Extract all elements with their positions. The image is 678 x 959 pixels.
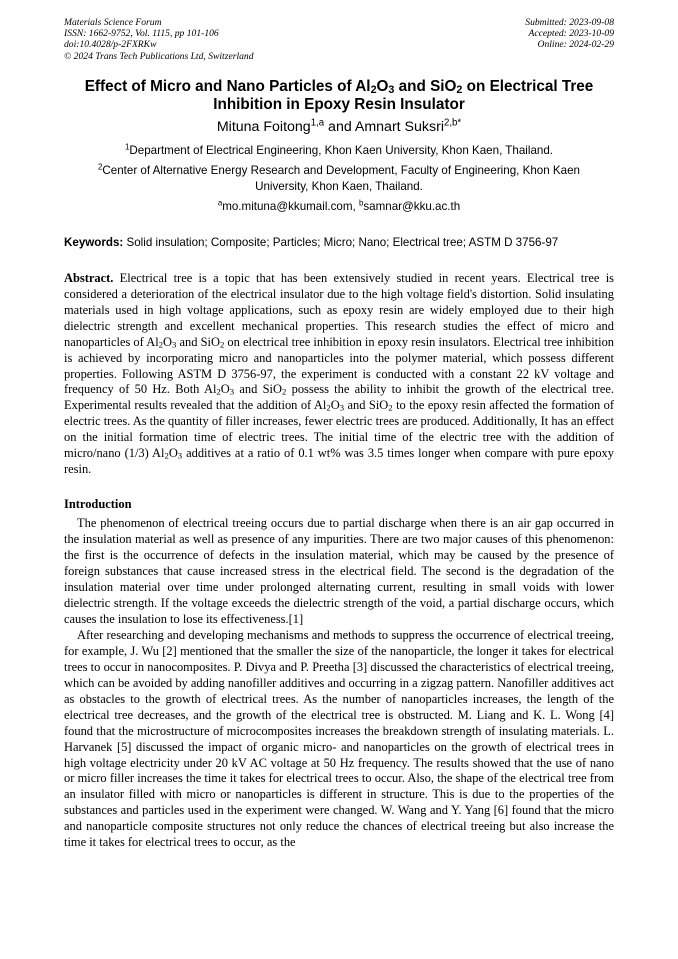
journal-info — [64, 17, 254, 62]
journal-issn: ISSN: 1662-9752, Vol. 1115, pp 101-106 — [64, 28, 219, 40]
journal-header — [64, 17, 614, 62]
author-1: Mituna Foitong — [216, 118, 311, 135]
keywords-label: Keywords: — [64, 235, 124, 249]
journal-doi[interactable]: doi:10.4028/p-2FXRKw — [64, 39, 157, 51]
section-heading-introduction: Introduction — [64, 497, 132, 512]
abstract: Abstract. Electrical tree is a topic that has been extensively studied in recent years. Electrical tree is considered a deterioration of the electrical insulator due to the high voltage field's distortion. Solid insulating materials used in high voltage applications, such as epoxy resin are widely employed due to their high dielectric strength and excellent mechanical properties. This research studies the effect of micro and nanoparticles of $Al_2O_3$ and SiO$_2$ on electrical tree inhibition in epoxy resin insulators. Electrical tree inhibition is achieved by incorporating micro and nanoparticles into the polymer material, which possess different properties. Following ASTM D 3756-97, the experiment is conducted with a constant 22 kV voltage and frequency of 50 Hz. Both $Al_2O_3$ and SiO$_2$ possess the ability to inhibit the growth of the electrical tree. Experimental results revealed that the addition of $Al_2O_3$ and SiO$_2$ to the epoxy resin affected the formation of electric trees. As the quantity of filler increases, fewer electric trees are produced. Additionally, It has an effect on the initial formation time of electric trees. The initial time of the electric tree with the addition of micro/nano (1/3) $Al_2O_3$ additives at a ratio of 0.1 wt% was 3.5 times longer when compare with pure epoxy resin. — [64, 270, 615, 477]
email-b[interactable]: samnar@kku.ac.th — [363, 199, 461, 213]
introduction-paragraph-1: The phenomenon of electrical treeing occurs due to partial discharge when there is an air gap occurred in the insulation material as well as presence of any impurities. There are two major causes of this phenomenon: the first is the occurrence of defects in the insulation material, which may be caused by the presence of foreign substances that cause increased stress in the electrical field. The second is the degradation of the insulation material over time under prolonged alternating current, resulting in small voids with lower dielectric strength. If the voltage exceeds the dielectric strength of the void, a partial discharge occurs, which causes the insulation to lose its effectiveness.[1] — [64, 516, 614, 626]
author-emails: $^a$mo.mituna@kkumail.com, $^b$samnar@kku.ac.th — [217, 198, 461, 213]
author-list: Mituna Foitong$^{1,a}$ and Amnart Suksri$^{2,b*}$ — [216, 117, 462, 135]
email-a[interactable]: mo.mituna@kkumail.com, — [222, 199, 359, 213]
journal-name: Materials Science Forum — [64, 17, 162, 28]
title-line-1: Effect of Micro and Nano Particles of $Al_2O_3$ and SiO$_2$ on Electrical Tree — [84, 77, 594, 96]
introduction-paragraph-2: After researching and developing mechanisms and methods to suppress the occurrence of electrical treeing, for example, J. Wu [2] mentioned that the smaller the size of the nanoparticle, the longer it takes for electrical trees to occur in nanocomposites. P. Divya and P. Preetha [3] discussed the characteristics of electrical treeing, which can be avoided by adding nanofiller additives and occurring in a zigzag pattern. Nanofiller additives act as obstacles to the growth of electrical trees. As the number of nanoparticles increases, the length of the electrical tree decreases, and the growth of the electrical tree is obstructed. M. Liang and K. L. Wong [4] found that the microstructure of microcomposites increases the breakdown strength of insulating materials. L. Harvanek [5] discussed the impact of organic micro- and nanoparticles on the growth of electrical trees in high voltage electricity under 20 kV AC voltage at 50 Hz frequency. The results showed that the use of nano or micro filler increases the time it takes for electrical trees to occur. Also, the shape of the electrical tree from an insulator filled with micro or nanoparticles is different in structure. This is due to the properties of the substances and particles used in the experiment were changed. W. Wang and Y. Yang [6] found that the micro and nanoparticle composite structures not only reduce the chances of electrical treeing but also increase the time it takes for electrical trees to occur, as the — [64, 627, 614, 850]
keywords — [64, 235, 614, 251]
paper-page — [64, 17, 614, 851]
author-2: Amnart Suksri — [354, 118, 444, 135]
date-online: Online: 2024-02-29 — [537, 39, 614, 51]
affiliation-2: $^2$Center of Alternative Energy Research and Development, Faculty of Engineering, Khon Kaen University, Khon Kaen, Thailand. — [98, 162, 580, 193]
abstract-label: Abstract. — [64, 270, 114, 285]
keywords-text: Solid insulation; Composite; Particles; Micro; Nano; Electrical tree; ASTM D 3756-97 — [123, 235, 559, 249]
date-submitted: Submitted: 2023-09-08 — [525, 17, 614, 28]
title-line-2: Inhibition in Epoxy Resin Insulator — [213, 95, 465, 113]
publication-dates — [525, 17, 614, 62]
journal-copyright: © 2024 Trans Tech Publications Ltd, Switzerland — [64, 50, 254, 62]
affiliation-1: $^1$Department of Electrical Engineering, Khon Kaen University, Khon Kaen, Thailand. — [124, 142, 554, 157]
paper-title — [64, 78, 614, 114]
date-accepted: Accepted: 2023-10-09 — [528, 28, 614, 40]
